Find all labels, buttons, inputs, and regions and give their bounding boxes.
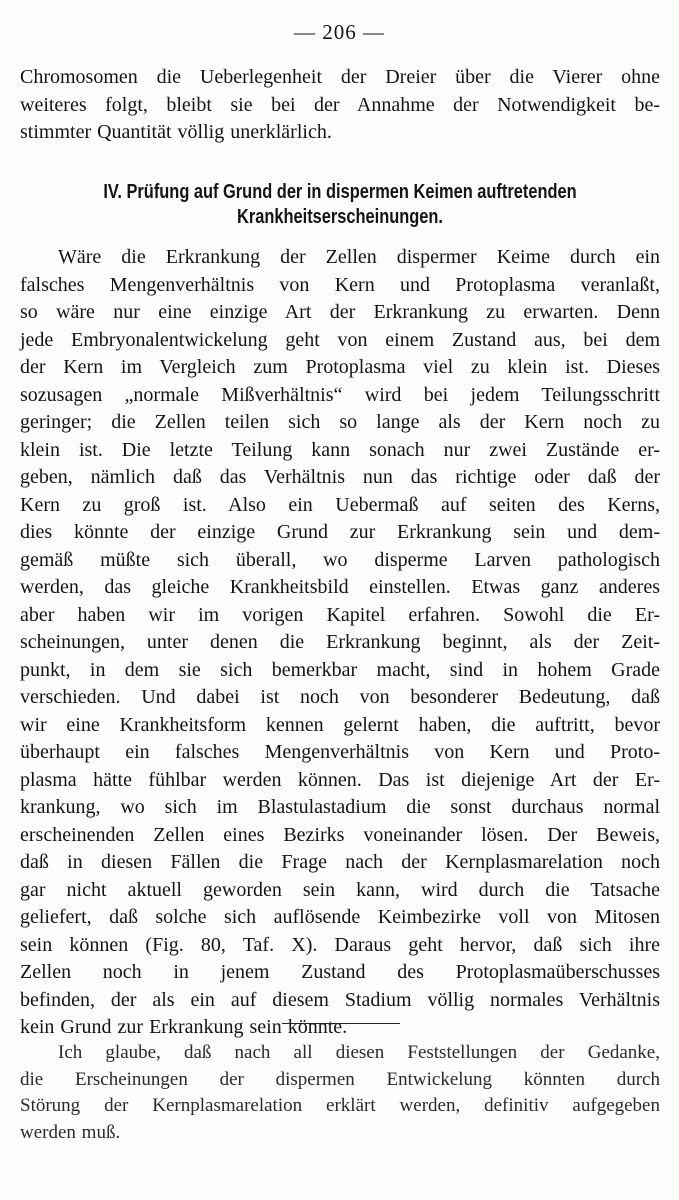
text-line: der Kern im Vergleich zum Protoplasma viel zu klein ist. Dieses [20,356,660,378]
text-line: weiteres folgt, bleibt sie bei der Annahme der Notwendigkeit be- [20,93,660,116]
text-line: wir eine Krankheitsform kennen gelernt haben, die auftritt, bevor [20,713,660,736]
text-line: gemäß müßte sich überall, wo disperme Larven pathologisch [20,548,660,571]
text-line: sozusagen „normale Mißverhältnis“ wird bei jedem Teilungsschritt [20,383,660,406]
intro-paragraph [20,64,660,147]
text-line: die Erscheinungen der dispermen Entwickelung könnten durch [20,1068,660,1090]
text-line: befinden, der als ein auf diesem Stadium völlig normales Verhältnis [20,988,660,1011]
text-line: Chromosomen die Ueberlegenheit der Dreier über die Vierer ohne [20,66,660,88]
text-line: Störung der Kernplasmarelation erklärt werden, definitiv aufgegeben [20,1095,660,1116]
text-line: sein können (Fig. 80, Taf. X). Daraus geht hervor, daß sich ihre [20,933,660,956]
text-line: falsches Mengenverhältnis von Kern und Protoplasma veranlaßt, [20,273,660,296]
main-paragraph [20,244,660,1042]
page-number: — 206 — [294,20,385,44]
text-line: aber haben wir im vorigen Kapitel erfahren. Sowohl die Er- [20,603,660,626]
text-line: klein ist. Die letzte Teilung kann sonach nur zwei Zustände er- [20,438,660,461]
text-line: so wäre nur eine einzige Art der Erkrankung zu erwarten. Denn [20,301,660,323]
text-line: dies könnte der einzige Grund zur Erkrankung sein und dem- [20,521,660,543]
text-line: erscheinenden Zellen eines Bezirks voneinander lösen. Der Beweis, [20,823,660,846]
section-divider [282,1023,400,1024]
text-line: daß in diesen Fällen die Frage nach der Kernplasmarelation noch [20,851,660,873]
text-line: krankung, wo sich im Blastulastadium die sonst durchaus normal [20,796,660,818]
heading-line: Krankheitserscheinungen. [237,206,443,228]
text-line: werden muß. [20,1121,121,1143]
text-line: punkt, in dem sie sich bemerkbar macht, sind in hohem Grade [20,658,660,681]
heading-line: IV. Prüfung auf Grund der in dispermen Keimen auftretenden [103,181,577,203]
closing-paragraph [20,1040,660,1146]
text-line: Kern zu groß ist. Also ein Uebermaß auf seiten des Kerns, [20,493,660,516]
text-line: Wäre die Erkrankung der Zellen dispermer Keime durch ein [58,246,660,268]
text-line: geringer; die Zellen teilen sich so lange als der Kern noch zu [20,411,660,433]
text-line: geliefert, daß solche sich auflösende Keimbezirke voll von Mitosen [20,906,660,928]
text-line: überhaupt ein falsches Mengenverhältnis von Kern und Proto- [20,741,660,763]
text-line: Zellen noch in jenem Zustand des Protoplasmaüberschusses [20,961,660,983]
section-heading [78,180,603,230]
text-line: stimmter Quantität völlig unerklärlich. [20,121,332,143]
text-line: werden, das gleiche Krankheitsbild einstellen. Etwas ganz anderes [20,576,660,598]
text-line: kein Grund zur Erkrankung sein könnte. [20,1016,348,1038]
text-line: verschieden. Und dabei ist noch von besonderer Bedeutung, daß [20,686,660,708]
text-line: Ich glaube, daß nach all diesen Feststellungen der Gedanke, [58,1042,660,1063]
text-line: gar nicht aktuell geworden sein kann, wird durch die Tatsache [20,878,660,901]
text-line: geben, nämlich daß das Verhältnis nun das richtige oder daß der [20,466,660,488]
text-line: plasma hätte fühlbar werden können. Das ist diejenige Art der Er- [20,768,660,791]
text-line: scheinungen, unter denen die Erkrankung beginnt, als der Zeit- [20,631,660,653]
text-line: jede Embryonalentwickelung geht von einem Zustand aus, bei dem [20,328,660,351]
